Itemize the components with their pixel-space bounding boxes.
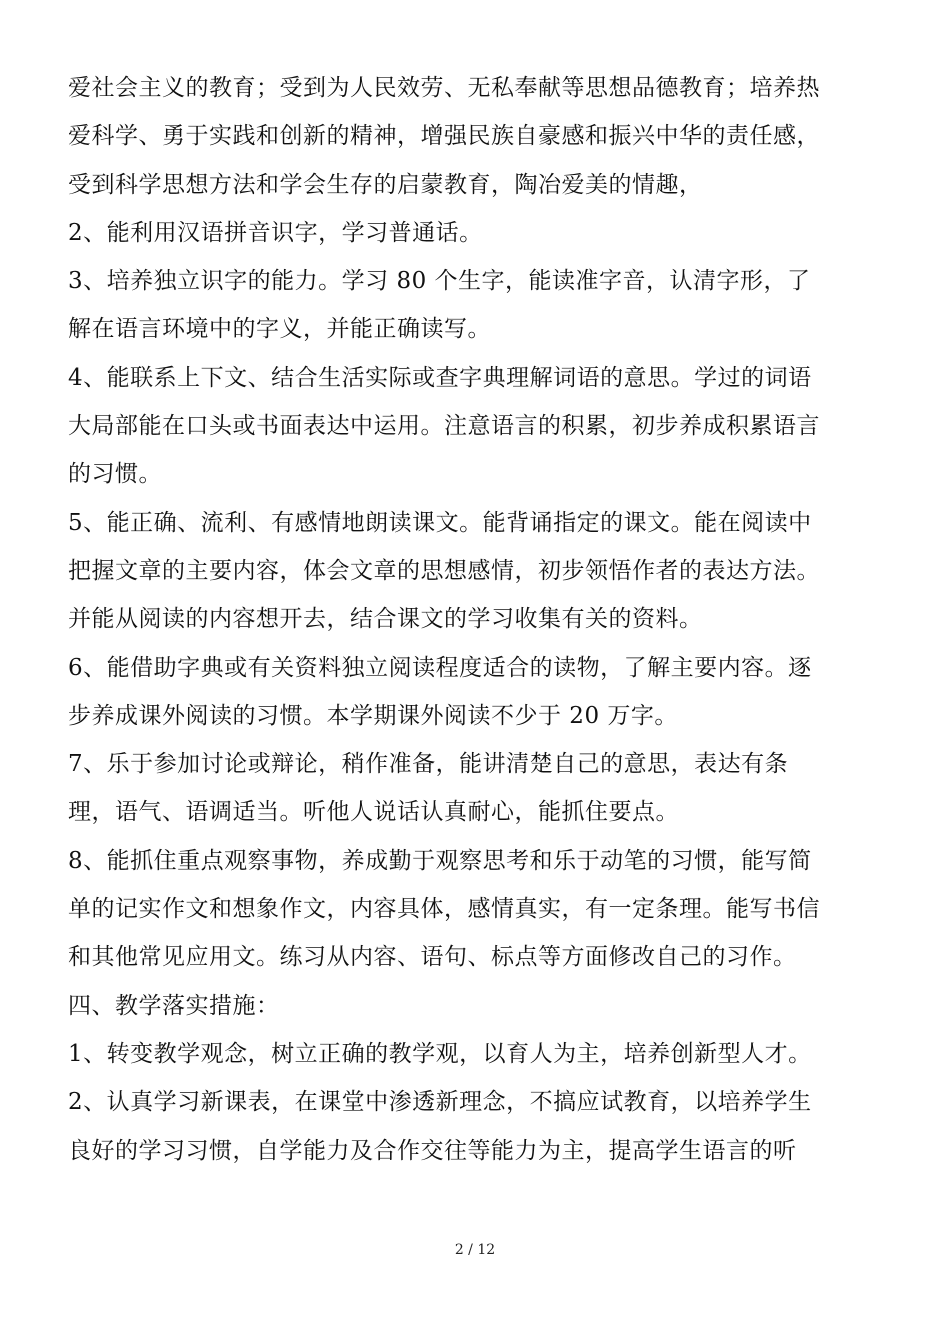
text-line: 4、能联系上下文、结合生活实际或查字典理解词语的意思。学过的词语 (68, 364, 812, 391)
page-number: 2 / 12 (454, 1242, 496, 1258)
text-line: 把握文章的主要内容，体会文章的思想感情，初步领悟作者的表达方法。 (68, 557, 820, 584)
text-line: 6、能借助字典或有关资料独立阅读程度适合的读物，了解主要内容。逐 (68, 654, 812, 681)
text-line: 良好的学习习惯，自学能力及合作交往等能力为主，提高学生语言的听 (68, 1137, 797, 1164)
text-line: 受到科学思想方法和学会生存的启蒙教育，陶冶爱美的情趣， (68, 171, 703, 198)
text-line: 步养成课外阅读的习惯。本学期课外阅读不少于 20 万字。 (68, 702, 678, 729)
text-line: 2、认真学习新课表，在课堂中渗透新理念，不搞应试教育，以培养学生 (68, 1089, 812, 1116)
text-line: 3、培养独立识字的能力。学习 80 个生字，能读准字音，认清字形，了 (68, 268, 811, 295)
text-line: 爱科学、勇于实践和创新的精神，增强民族自豪感和振兴中华的责任感， (68, 123, 820, 150)
text-line: 5、能正确、流利、有感情地朗读课文。能背诵指定的课文。能在阅读中 (68, 509, 812, 536)
text-line: 大局部能在口头或书面表达中运用。注意语言的积累，初步养成积累语言 (68, 413, 820, 440)
text-line: 的习惯。 (68, 461, 162, 488)
text-line: 和其他常见应用文。练习从内容、语句、标点等方面修改自己的习作。 (68, 944, 797, 971)
text-line: 解在语言环境中的字义，并能正确读写。 (68, 316, 491, 343)
text-line: 爱社会主义的教育；受到为人民效劳、无私奉献等思想品德教育；培养热 (68, 75, 820, 101)
text-line: 7、乐于参加讨论或辩论，稍作准备，能讲清楚自己的意思，表达有条 (68, 751, 789, 778)
text-line: 8、能抓住重点观察事物，养成勤于观察思考和乐于动笔的习惯，能写简 (68, 847, 812, 874)
body-text (68, 64, 888, 1175)
section-heading: 四、教学落实措施： (68, 992, 280, 1019)
text-line: 1、转变教学观念，树立正确的教学观，以育人为主，培养创新型人才。 (68, 1040, 812, 1067)
text-line: 理，语气、语调适当。听他人说话认真耐心，能抓住要点。 (68, 799, 679, 826)
text-line: 2、能利用汉语拼音识字，学习普通话。 (68, 219, 483, 246)
text-line: 并能从阅读的内容想开去，结合课文的学习收集有关的资料。 (68, 606, 703, 633)
text-line: 单的记实作文和想象作文，内容具体，感情真实，有一定条理。能写书信 (68, 896, 820, 923)
